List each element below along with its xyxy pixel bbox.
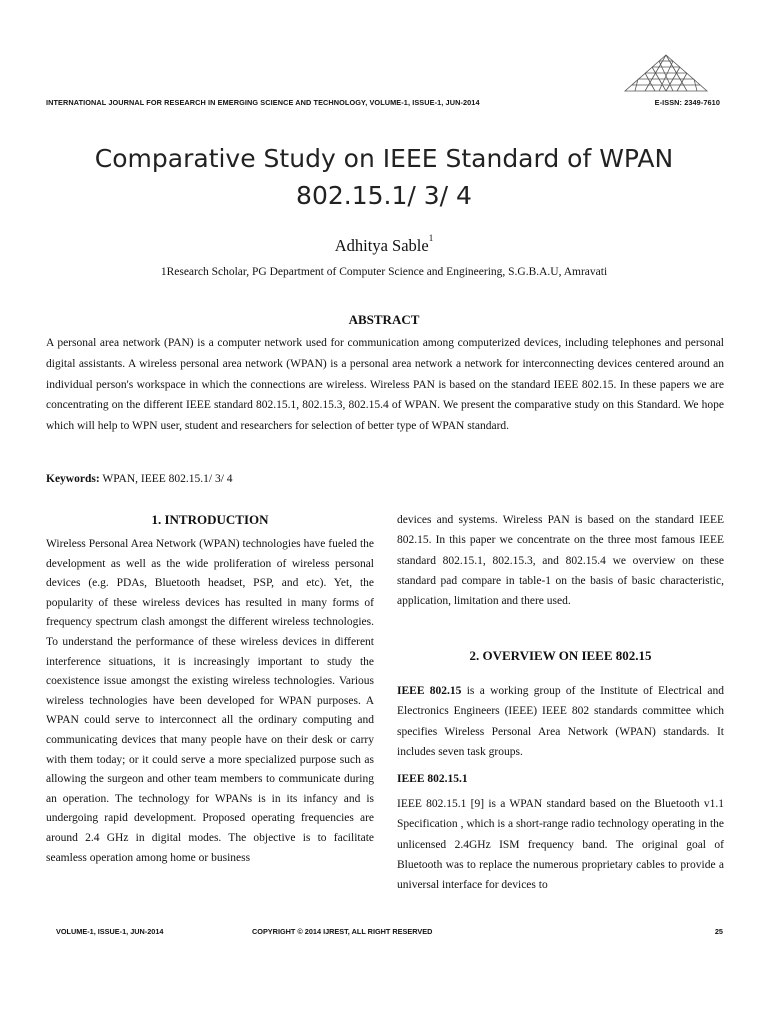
journal-logo <box>623 53 709 93</box>
author-name: Adhitya Sable <box>334 236 429 255</box>
author-superscript: 1 <box>428 233 434 243</box>
section-2-body: is a working group of the Institute of Electrical and Electronics Engineers (IEEE) IEEE 802 standards committee which specifies Wireless Personal Area Network (WPAN) standards. It includes seven task groups. <box>397 685 724 758</box>
title-line-2: 802.15.1/ 3/ 4 <box>296 181 472 210</box>
author <box>0 233 768 256</box>
page-number: 25 <box>714 927 723 936</box>
affiliation: 1Research Scholar, PG Department of Computer Science and Engineering, S.G.B.A.U, Amravati <box>160 266 608 278</box>
section-1-heading: 1. INTRODUCTION <box>151 512 269 527</box>
subsection-802-15-1-text: IEEE 802.15.1 [9] is a WPAN standard based on the Bluetooth v1.1 Specification , which is a short-range radio technology operating in the unlicensed 2.4GHz ISM frequency band. The original goal of Bluetooth was to replace the numerous proprietary cables to provide a universal interface for devices to <box>397 798 724 892</box>
footer-volume: VOLUME-1, ISSUE-1, JUN-2014 <box>56 927 164 936</box>
journal-header: INTERNATIONAL JOURNAL FOR RESEARCH IN EMERGING SCIENCE AND TECHNOLOGY, VOLUME-1, ISSUE-1, JUN-2014 <box>46 98 480 107</box>
keywords-label: Keywords: <box>46 473 100 485</box>
paper-title <box>0 140 768 214</box>
section-2-text <box>397 681 724 762</box>
abstract-text: A personal area network (PAN) is a computer network used for communication among computerized devices, including telephones and personal digital assistants. A wireless personal area network (WPAN) is a personal area network a network for interconnecting devices centered around an individual person's workspace in which the connections are wireless. Wireless PAN is based on the standard IEEE 802.15. In these papers we are concentrating on the different IEEE standard 802.15.1, 802.15.3, 802.15.4 of WPAN. We present the comparative study on this Standard. We hope which will help to WPN user, student and researchers for selection of better type of WPAN standard. <box>46 337 724 433</box>
abstract-heading: ABSTRACT <box>348 312 420 327</box>
subsection-802-15-1-heading: IEEE 802.15.1 <box>397 773 468 785</box>
section-2-lead: IEEE 802.15 <box>397 685 462 697</box>
issn-header: E-ISSN: 2349-7610 <box>654 98 720 107</box>
section-1-continued-text: devices and systems. Wireless PAN is based on the standard IEEE 802.15. In this paper we concentrate on the three most famous IEEE standard 802.15.1, 802.15.3, and 802.15.4 we overview on these standard pad compare in table-1 on the basis of basic characteristic, application, limitation and there used. <box>397 514 724 608</box>
section-2-heading: 2. OVERVIEW ON IEEE 802.15 <box>469 648 652 663</box>
keywords <box>46 473 233 485</box>
section-1-text: Wireless Personal Area Network (WPAN) technologies have fueled the development as well as the wide proliferation of wireless personal devices (e.g. PDAs, Bluetooth headset, PSP, and etc). Yet, the popularity of these wireless devices has resulted in many forms of frequency spectrum clash amongst the different wireless technologies. To understand the performance of these wireless devices in different interference situations, it is increasingly important to study the coexistence issue amongst the existing wireless technologies. Various wireless technologies have been developed for WPAN purposes. A WPAN could serve to interconnect all the ordinary computing and communicating devices that many people have on their desk or carry with them today; or it could serve a more specialized purpose such as allowing the surgeon and other team members to communicate during an operation. The technology for WPANs is in its infancy and is undergoing rapid development. Proposed operating frequencies are around 2.4 GHz in digital modes. The objective is to facilitate seamless operation among home or business <box>46 538 374 864</box>
keywords-text: WPAN, IEEE 802.15.1/ 3/ 4 <box>99 473 233 485</box>
title-line-1: Comparative Study on IEEE Standard of WPAN <box>94 144 674 173</box>
footer-copyright: COPYRIGHT © 2014 IJREST, ALL RIGHT RESERVED <box>252 927 433 936</box>
